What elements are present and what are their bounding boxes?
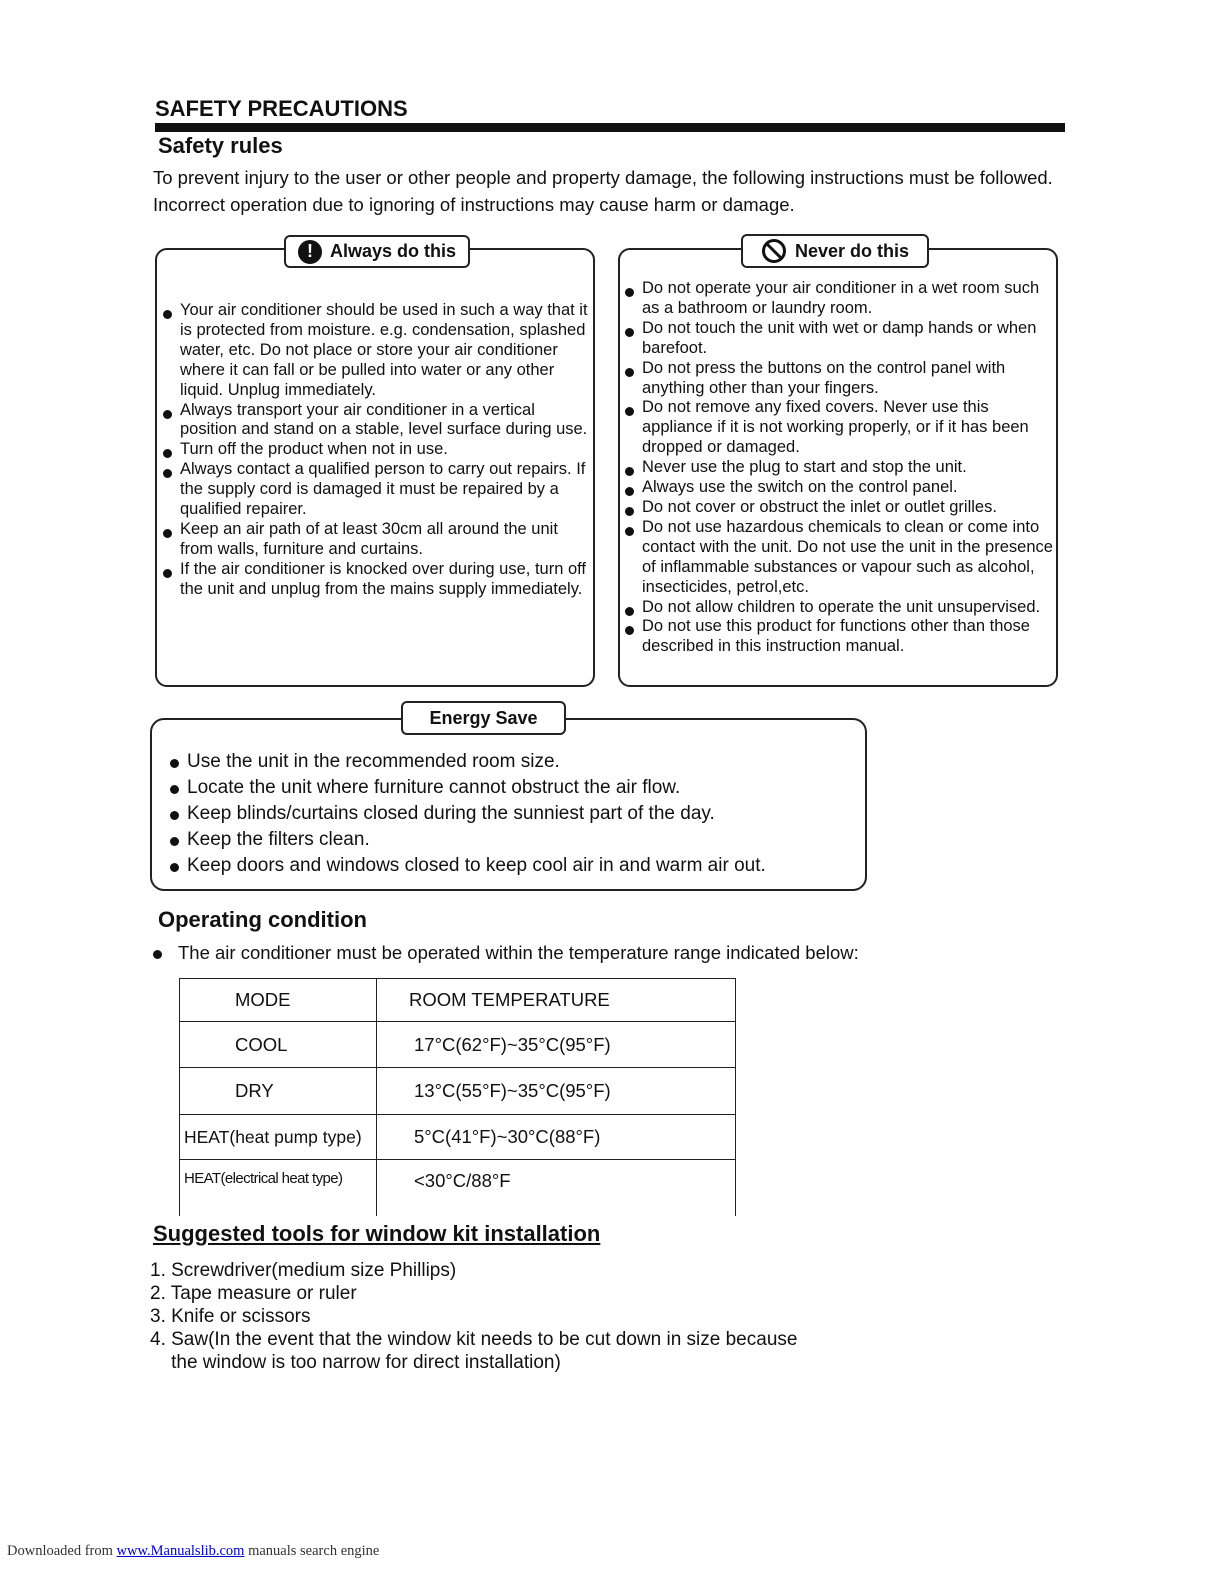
list-item: Use the unit in the recommended room size.	[167, 749, 857, 775]
list-item: Always contact a qualified person to carry out repairs. If the supply cord is damaged it must be repaired by a qualified repairer.	[160, 460, 590, 520]
prohibited-icon	[761, 238, 787, 264]
list-item: Locate the unit where furniture cannot obstruct the air flow.	[167, 775, 857, 801]
mode-cell: COOL	[180, 1022, 377, 1068]
temp-cell: <30°C/88°F	[377, 1160, 736, 1216]
list-item: Do not remove any fixed covers. Never use this appliance if it is not working properly, or if it has been dropped or damaged.	[622, 398, 1056, 458]
tools-list	[150, 1259, 797, 1374]
list-item: Your air conditioner should be used in such a way that it is protected from moisture. e.g. condensation, splashed water, etc. Do not place or store your air conditioner where it can fall or be pulled into water or any other liquid. Unplug immediately.	[160, 301, 590, 401]
list-item: Turn off the product when not in use.	[160, 440, 590, 460]
table-row	[180, 1068, 736, 1115]
list-item: Do not use this product for functions other than those described in this instruction manual.	[622, 617, 1056, 657]
manualslib-link[interactable]: www.Manualslib.com	[116, 1543, 245, 1559]
title-rule	[155, 123, 1065, 132]
list-item: The air conditioner must be operated within the temperature range indicated below:	[150, 941, 859, 965]
mode-cell: HEAT(electrical heat type)	[180, 1160, 377, 1216]
table-row	[180, 1022, 736, 1068]
temp-cell: 13°C(55°F)~35°C(95°F)	[377, 1068, 736, 1115]
list-item: Keep the filters clean.	[167, 827, 857, 853]
energy-label: Energy Save	[429, 707, 538, 728]
header-mode: MODE	[180, 979, 377, 1022]
list-item: Never use the plug to start and stop the unit.	[622, 458, 1056, 478]
list-item: 4. Saw(In the event that the window kit needs to be cut down in size because	[150, 1329, 798, 1350]
list-item: If the air conditioner is knocked over during use, turn off the unit and unplug from the mains supply immediately.	[160, 560, 590, 600]
footer-suffix: manuals search engine	[248, 1543, 380, 1559]
always-label: Always do this	[329, 241, 457, 261]
list-item: Do not use hazardous chemicals to clean or come into contact with the unit. Do not use the unit in the presence of inflammable substances or vapour such as alcohol, insecticides, petrol,etc.	[622, 518, 1056, 598]
operating-table	[179, 978, 736, 1216]
list-item: Do not press the buttons on the control panel with anything other than your fingers.	[622, 359, 1056, 399]
operating-heading: Operating condition	[158, 907, 367, 932]
list-item: Always transport your air conditioner in a vertical position and stand on a stable, level surface during use.	[160, 401, 590, 441]
temp-cell: 5°C(41°F)~30°C(88°F)	[377, 1115, 736, 1160]
list-item: Do not touch the unit with wet or damp hands or when barefoot.	[622, 319, 1056, 359]
energy-tag	[401, 701, 566, 735]
tools-heading: Suggested tools for window kit installation	[153, 1221, 601, 1246]
header-temp: ROOM TEMPERATURE	[377, 979, 736, 1022]
list-item: Do not cover or obstruct the inlet or outlet grilles.	[622, 498, 1056, 518]
operating-note	[150, 941, 859, 965]
table-row	[180, 1115, 736, 1160]
mode-cell: HEAT(heat pump type)	[180, 1115, 377, 1160]
footer-prefix: Downloaded from	[7, 1543, 113, 1559]
page-title: SAFETY PRECAUTIONS	[155, 96, 408, 121]
never-tag	[741, 234, 929, 268]
list-item: the window is too narrow for direct installation)	[150, 1352, 561, 1373]
list-item: Do not operate your air conditioner in a wet room such as a bathroom or laundry room.	[622, 279, 1056, 319]
table-header-row	[180, 979, 736, 1022]
never-list	[622, 279, 1056, 657]
list-item: Always use the switch on the control panel.	[622, 478, 1056, 498]
list-item: 1. Screwdriver(medium size Phillips)	[150, 1260, 457, 1281]
intro-text: To prevent injury to the user or other people and property damage, the following instructions must be followed. Incorrect operation due to ignoring of instructions may cause harm or damage.	[153, 167, 1053, 215]
always-tag	[284, 235, 470, 268]
list-item: Keep blinds/curtains closed during the sunniest part of the day.	[167, 801, 857, 827]
exclamation-icon: !	[298, 240, 322, 264]
list-item: Keep an air path of at least 30cm all around the unit from walls, furniture and curtains.	[160, 520, 590, 560]
list-item: Keep doors and windows closed to keep cool air in and warm air out.	[167, 853, 857, 879]
list-item: 2. Tape measure or ruler	[150, 1283, 357, 1304]
energy-list	[167, 749, 857, 879]
table-row	[180, 1160, 736, 1216]
footer	[7, 1543, 379, 1560]
list-item: Do not allow children to operate the unit unsupervised.	[622, 598, 1056, 618]
mode-cell: DRY	[180, 1068, 377, 1115]
safety-rules-heading: Safety rules	[158, 133, 283, 158]
list-item: 3. Knife or scissors	[150, 1306, 311, 1327]
never-label: Never do this	[794, 240, 910, 261]
temp-cell: 17°C(62°F)~35°C(95°F)	[377, 1022, 736, 1068]
always-list	[160, 301, 590, 600]
